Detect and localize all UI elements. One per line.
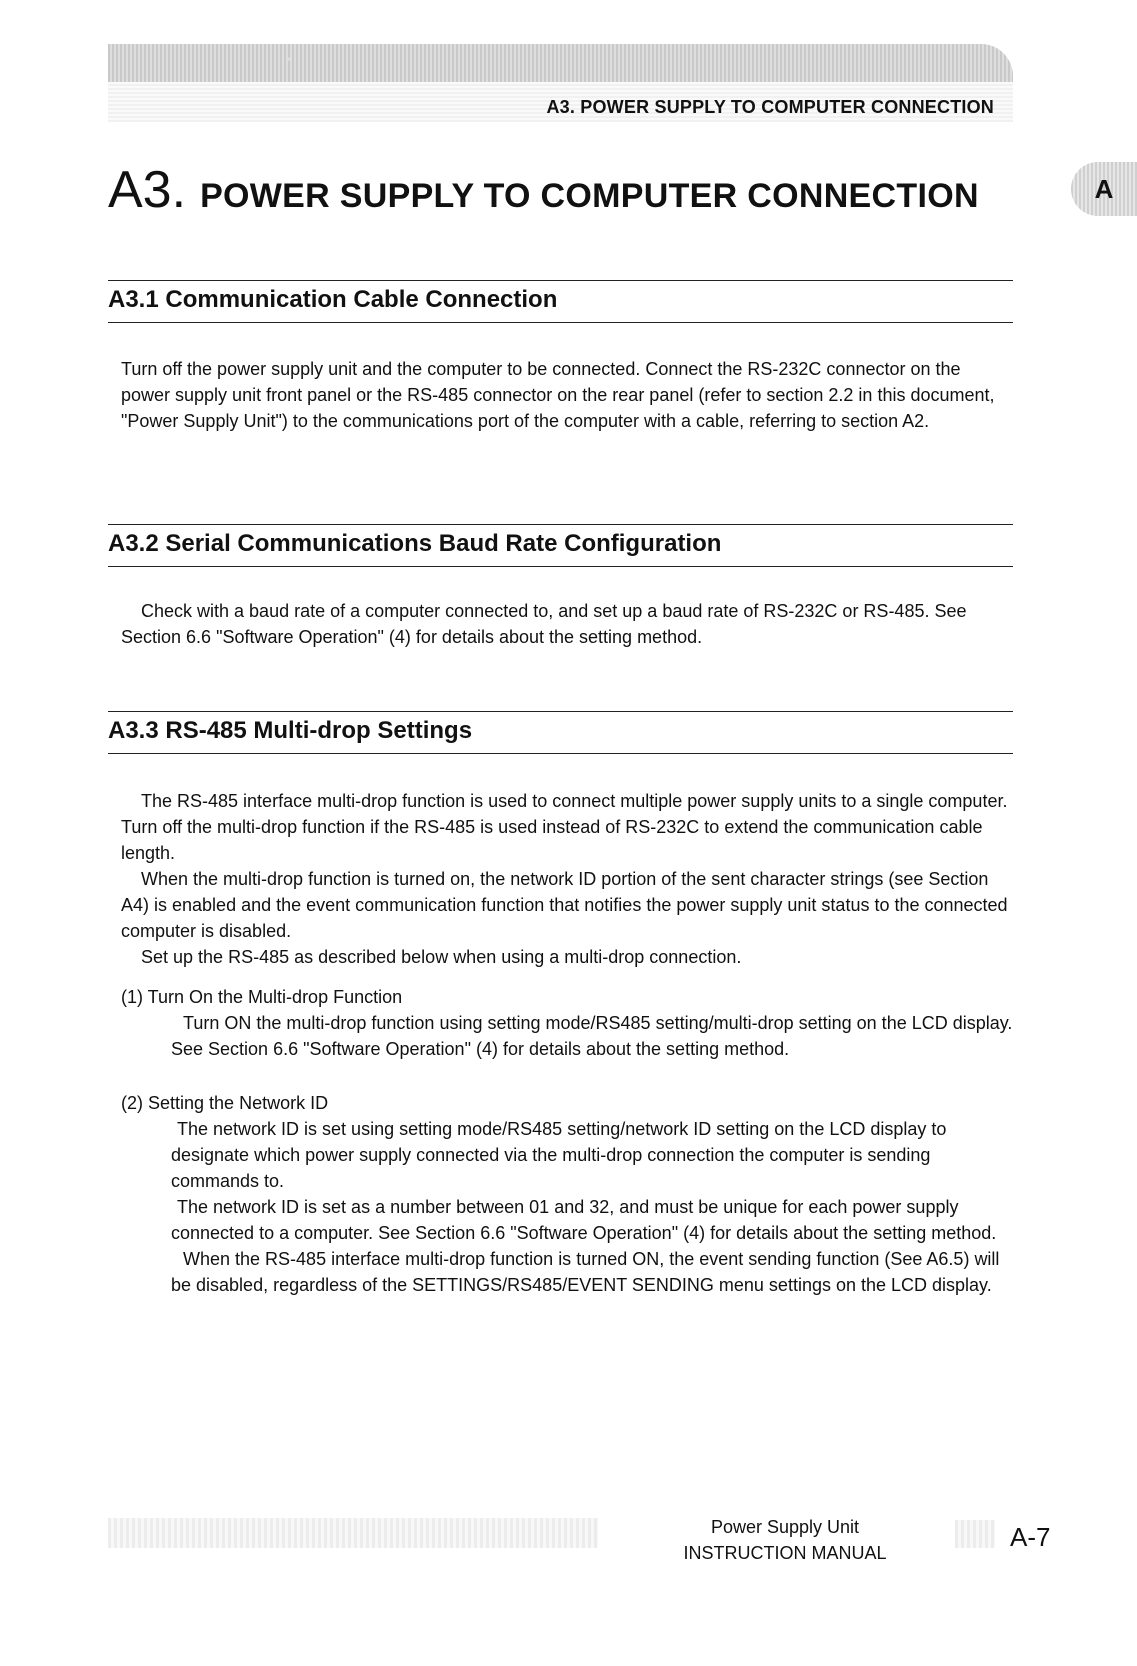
section-heading: A3.3 RS-485 Multi-drop Settings <box>108 711 1013 754</box>
chapter-title-text: POWER SUPPLY TO COMPUTER CONNECTION <box>200 177 979 215</box>
footer-manual-title <box>660 1514 910 1566</box>
chapter-tab: A <box>1071 162 1137 216</box>
section-heading: A3.2 Serial Communications Baud Rate Configuration <box>108 524 1013 567</box>
section-a3-2 <box>108 524 1013 650</box>
footer-product: Power Supply Unit <box>710 1517 860 1537</box>
section-body <box>108 598 1013 650</box>
paragraph: The network ID is set as a number between 01 and 32, and must be unique for each power supply connected to a computer. See Section 6.6 "Software Operation" (4) for details about the setting method. <box>171 1197 997 1243</box>
section-body <box>108 788 1013 1298</box>
header-banner <box>108 44 1013 82</box>
section-a3-3 <box>108 711 1013 1298</box>
chapter-title <box>108 160 979 220</box>
page-number: A-7 <box>1010 1522 1051 1552</box>
footer-band <box>108 1518 598 1548</box>
list-item-body <box>171 1116 1013 1298</box>
list-item-title: (1) Turn On the Multi-drop Function <box>121 987 403 1007</box>
chapter-number: A3. <box>108 161 187 219</box>
list-item-title: (2) Setting the Network ID <box>121 1093 329 1113</box>
paragraph: Check with a baud rate of a computer connected to, and set up a baud rate of RS-232C or RS-485. See Section 6.6 "Software Operation" (4) for details about the setting method. <box>121 601 967 647</box>
paragraph: Turn off the power supply unit and the computer to be connected. Connect the RS-232C connector on the power supply unit front panel or the RS-485 connector on the rear panel (refer to section 2.2 in this document, "Power Supply Unit") to the communications port of the computer with a cable, referring to section A2. <box>121 359 995 431</box>
paragraph: The network ID is set using setting mode/RS485 setting/network ID setting on the LCD display to designate which power supply connected via the multi-drop connection the computer is sending commands to. <box>171 1119 947 1191</box>
paragraph: The RS-485 interface multi-drop function is used to connect multiple power supply units to a single computer. Turn off the multi-drop function if the RS-485 is used instead of RS-232C to extend the communication cable length. <box>121 791 1008 863</box>
section-body <box>108 356 1013 434</box>
paragraph: When the multi-drop function is turned on, the network ID portion of the sent character strings (see Section A4) is enabled and the event communication function that notifies the power supply unit status to the connected computer is disabled. <box>121 869 1008 941</box>
list-item-body <box>171 1010 1013 1062</box>
section-heading: A3.1 Communication Cable Connection <box>108 280 1013 323</box>
footer-manual: INSTRUCTION MANUAL <box>683 1543 887 1563</box>
section-a3-1 <box>108 280 1013 434</box>
paragraph: When the RS-485 interface multi-drop function is turned ON, the event sending function (See A6.5) will be disabled, regardless of the SETTINGS/RS485/EVENT SENDING menu settings on the LCD display. <box>171 1249 1000 1295</box>
running-header: A3. POWER SUPPLY TO COMPUTER CONNECTION <box>546 97 994 117</box>
paragraph: Turn ON the multi-drop function using setting mode/RS485 setting/multi-drop setting on the LCD display. See Section 6.6 "Software Operation" (4) for details about the setting method. <box>171 1013 1013 1059</box>
paragraph: Set up the RS-485 as described below when using a multi-drop connection. <box>141 947 742 967</box>
footer-band-small <box>955 1520 995 1548</box>
